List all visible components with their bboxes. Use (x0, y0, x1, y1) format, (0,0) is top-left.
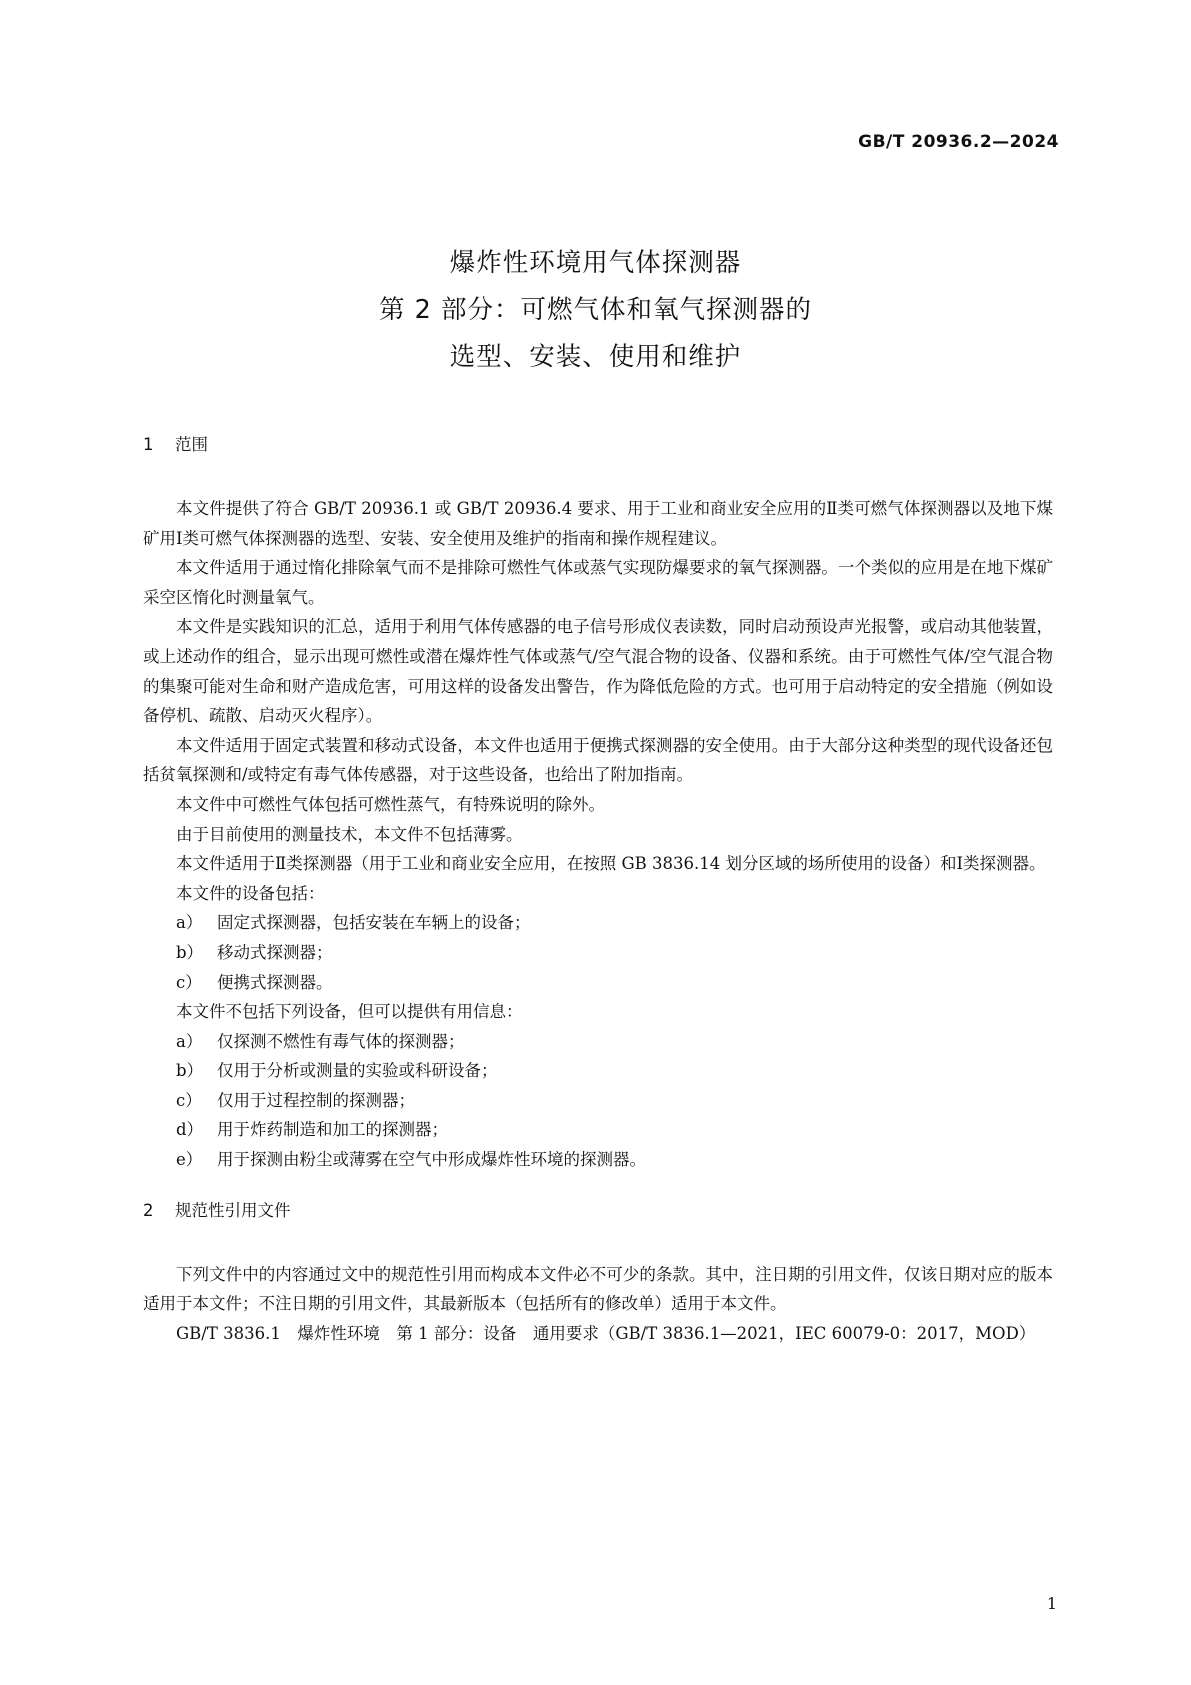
paragraph: 本文件中可燃性气体包括可燃性蒸气，有特殊说明的除外。 (176, 794, 605, 814)
list-text: 用于炸药制造和加工的探测器； (217, 1120, 448, 1140)
list-item (143, 968, 1053, 998)
list-item (143, 1115, 1053, 1145)
list-text: 便携式探测器。 (217, 972, 333, 992)
paragraph: 本文件适用于Ⅱ类探测器（用于工业和商业安全应用，在按照 GB 3836.14 划分区域的场所使用的设备）和Ⅰ类探测器。 (176, 854, 1046, 874)
section-title: 规范性引用文件 (175, 1200, 291, 1220)
list-marker: b） (176, 1061, 204, 1081)
document-body (143, 430, 1053, 1348)
list-marker: e） (176, 1150, 203, 1170)
list-marker: a） (176, 1031, 203, 1051)
list-marker: c） (176, 972, 202, 992)
standard-number: GB/T 20936.2—2024 (858, 132, 1059, 152)
paragraph: 下列文件中的内容通过文中的规范性引用而构成本文件必不可少的条款。其中，注日期的引用文件，仅该日期对应的版本适用于本文件；不注日期的引用文件，其最新版本（包括所有的修改单）适用于本文件。 (143, 1264, 1053, 1314)
list-item (143, 1056, 1053, 1086)
reference-entry: GB/T 3836.1 爆炸性环境 第 1 部分：设备 通用要求（GB/T 3836.1—2021，IEC 60079-0：2017，MOD） (176, 1323, 1036, 1343)
list-text: 仅探测不燃性有毒气体的探测器； (217, 1031, 465, 1051)
list-item (143, 1145, 1053, 1175)
list-item (143, 908, 1053, 938)
paragraph: 由于目前使用的测量技术，本文件不包括薄雾。 (176, 824, 523, 844)
section-title: 范围 (175, 435, 208, 454)
paragraph: 本文件的设备包括： (176, 883, 325, 903)
list-text: 用于探测由粉尘或薄雾在空气中形成爆炸性环境的探测器。 (217, 1150, 646, 1170)
list-text: 固定式探测器，包括安装在车辆上的设备； (217, 913, 531, 933)
list-text: 仅用于过程控制的探测器； (217, 1090, 415, 1110)
list-text: 移动式探测器； (217, 942, 333, 962)
paragraph: 本文件适用于通过惰化排除氧气而不是排除可燃性气体或蒸气实现防爆要求的氧气探测器。一个类似的应用是在地下煤矿采空区惰化时测量氧气。 (143, 558, 1053, 607)
list-item (143, 938, 1053, 968)
list-text: 仅用于分析或测量的实验或科研设备； (217, 1061, 498, 1081)
list-item (143, 1027, 1053, 1057)
title-line: 爆炸性环境用气体探测器 (449, 248, 742, 278)
list-marker: d） (176, 1120, 204, 1140)
list-marker: a） (176, 913, 203, 933)
paragraph: 本文件提供了符合 GB/T 20936.1 或 GB/T 20936.4 要求、用于工业和商业安全应用的Ⅱ类可燃气体探测器以及地下煤矿用Ⅰ类可燃气体探测器的选型、安装、安全使用及维护的指南和操作规程建议。 (143, 499, 1053, 548)
paragraph: 本文件适用于固定式装置和移动式设备，本文件也适用于便携式探测器的安全使用。由于大部分这种类型的现代设备还包括贫氧探测和/或特定有毒气体传感器，对于这些设备，也给出了附加指南。 (143, 735, 1053, 785)
section-1-heading (143, 430, 1053, 460)
list-marker: b） (176, 942, 204, 962)
section-number: 1 (143, 435, 154, 454)
title-line: 第 2 部分：可燃气体和氧气探测器的 (379, 295, 812, 325)
title-line: 选型、安装、使用和维护 (449, 342, 742, 372)
section-2-heading (143, 1196, 1053, 1226)
paragraph: 本文件不包括下列设备，但可以提供有用信息： (176, 1002, 523, 1022)
section-number: 2 (143, 1200, 154, 1220)
paragraph: 本文件是实践知识的汇总，适用于利用气体传感器的电子信号形成仪表读数，同时启动预设声光报警，或启动其他装置，或上述动作的组合，显示出现可燃性或潜在爆炸性气体或蒸气/空气混合物的设备、仪器和系统。由于可燃性气体/空气混合物的集聚可能对生命和财产造成危害，可用这样的设备发出警告，作为降低危险的方式。也可用于启动特定的安全措施（例如设备停机、疏散、启动灭火程序）。 (143, 617, 1053, 726)
list-marker: c） (176, 1090, 202, 1110)
page-number: 1 (1046, 1594, 1057, 1613)
document-title (0, 240, 1191, 381)
list-item (143, 1086, 1053, 1116)
